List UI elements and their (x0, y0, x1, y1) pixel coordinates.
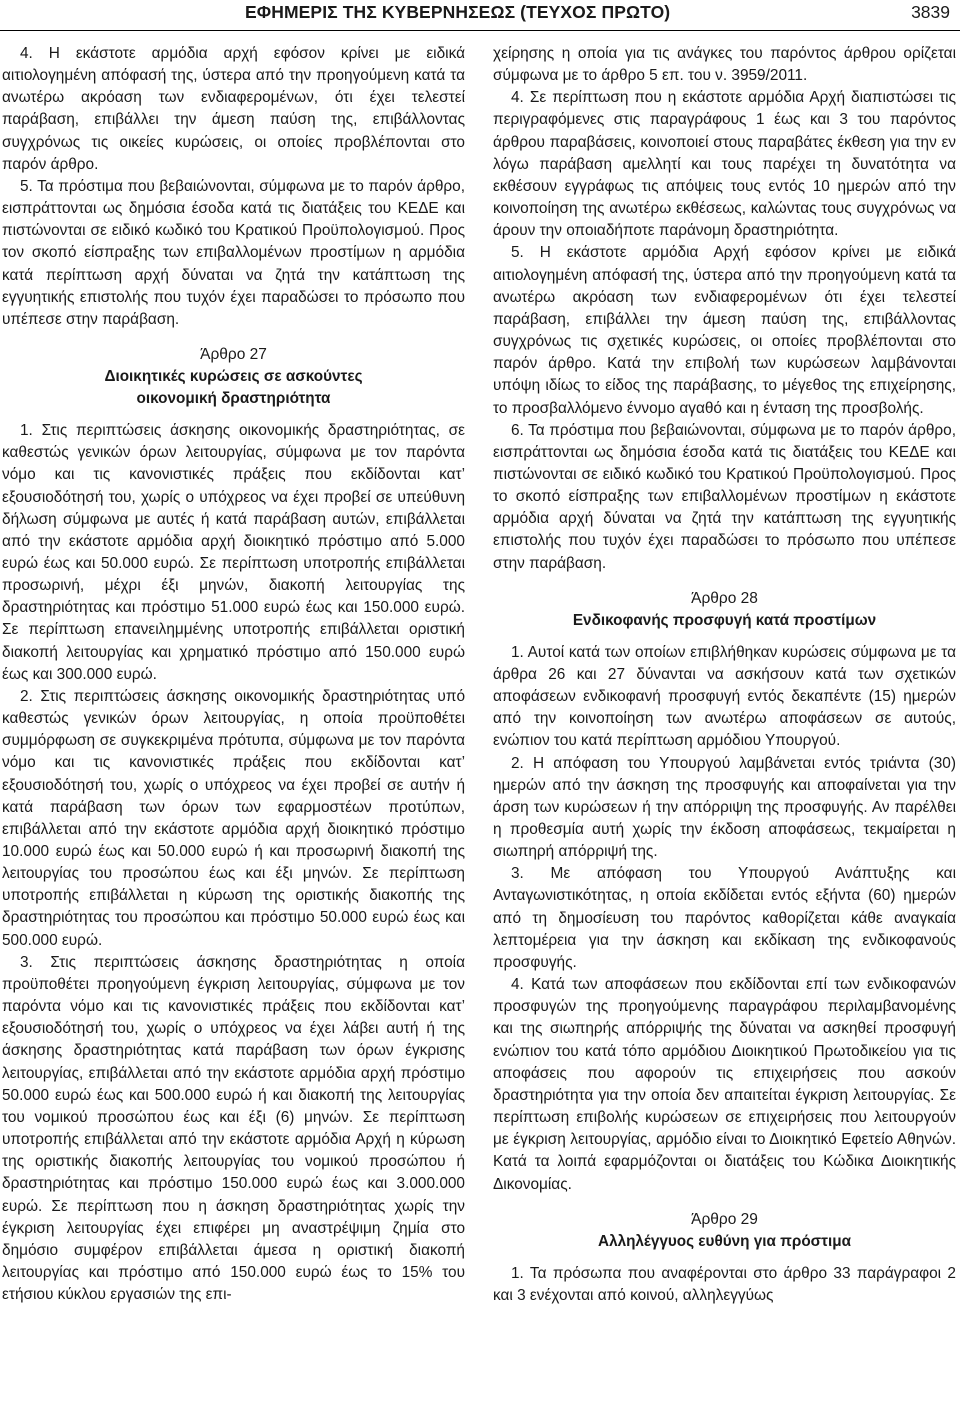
paragraph: 5. Η εκάστοτε αρμόδια Αρχή εφόσον κρίνει με ειδικά αιτιολογημένη απόφασή της, ύστερα από την προηγούμενη κατά τα ανωτέρω ακρόαση των ενδιαφερομένων ότι έχει τελεστεί παράβαση, επιβάλλει την άμεση παύση της, επιβάλλοντας συγχρόνως τις σχετικές κυρώσεις, οι οποίες προβλέπονται στο παρόν άρθρο. Κατά την επιβολή των κυρώσεων λαμβάνονται υπόψη ιδίως το είδος της παράβασης, το μέγεθος της επιχείρησης, το προσβαλλόμενο έννομο αγαθό και η ένταση της προσβολής. (493, 244, 956, 417)
article-27-heading (2, 344, 465, 410)
paragraph: 4. Κατά των αποφάσεων που εκδίδονται επί των ενδικοφανών προσφυγών της προηγούμενης παραγράφου περιλαμβανομένης και της σιωπηρής απόρριψής της δύναται να ασκηθεί προσφυγή ενώπιον του κατά τόπο αρμόδιου Διοικητικού Πρωτοδικείου για τις αποφάσεις που αφορούν τις επιχειρήσεις που ασκούν δραστηριότητα για την οποία δεν απαιτείται έγκριση λειτουργίας. Σε περίπτωση επιβολής κυρώσεων σε επιχειρήσεις που λειτουργούν με έγκριση λειτουργίας, αρμόδιο είναι το Διοικητικό Εφετείο Αθηνών. Κατά τα λοιπά εφαρμόζονται οι διατάξεις του Κώδικα Διοικητικής Δικονομίας. (493, 976, 956, 1193)
article-number: Άρθρο 29 (691, 1210, 758, 1228)
article-title: Ενδικοφανής προσφυγή κατά προστίμων (572, 611, 877, 629)
paragraph: 3. Με απόφαση του Υπουργού Ανάπτυξης και Ανταγωνιστικότητας, η οποία εκδίδεται εντός εξήντα (60) ημερών από τη δημοσίευση του παρόντος καθορίζεται κάθε αναγκαία λεπτομέρεια για την άσκηση και εκδίκαση της ενδικοφανούς προσφυγής. (493, 865, 956, 971)
paragraph: 1. Αυτοί κατά των οποίων επιβλήθηκαν κυρώσεις σύμφωνα με τα άρθρα 26 και 27 δύνανται να ασκήσουν κατά των σχετικών αποφάσεων ενδικοφανή προσφυγή εντός δεκαπέντε (15) ημερών από την κοινοποίηση των ανωτέρω αποφάσεων σε αυτούς, ενώπιον του κατά περίπτωση αρμόδιου Υπουργού. (493, 643, 956, 750)
article-title: Αλληλέγγυος ευθύνη για πρόστιμα (598, 1232, 851, 1250)
article-title: Διοικητικές κυρώσεις σε ασκούντες (104, 368, 363, 386)
article-number: Άρθρο 27 (200, 346, 267, 364)
article-29-heading (493, 1209, 956, 1253)
article-number: Άρθρο 28 (691, 589, 758, 607)
right-column (493, 43, 956, 1307)
paragraph: 1. Τα πρόσωπα που αναφέρονται στο άρθρο 33 παράγραφοι 2 και 3 ενέχονται από κοινού, αλληλεγγύως (493, 1264, 956, 1304)
paragraph: χείρησης η οποία για τις ανάγκες του παρόντος άρθρου ορίζεται σύμφωνα με το άρθρο 5 επ. του ν. 3959/2011. (493, 45, 956, 85)
paragraph: 1. Στις περιπτώσεις άσκησης οικονομικής δραστηριότητας, σε καθεστώς γενικών όρων λειτουργίας, σύμφωνα με τον παρόντα νόμο και τις κανονιστικές πράξεις που εκδίδονται κατ’ εξουσιοδότησή του, χωρίς ο υπόχρεος να έχει προβεί σε υπεύθυνη δήλωση σύμφωνα με αυτές ή κατά παράβαση αυτών, επιβάλλεται από την εκάστοτε αρμόδια αρχή διοικητικό πρόστιμο από 5.000 ευρώ έως και 50.000 ευρώ. Σε περίπτωση υποτροπής επιβάλλεται προσωρινή, μέχρι έξι μηνών, διακοπή λειτουργίας της δραστηριότητας και πρόστιμο 51.000 ευρώ έως και 150.000 ευρώ. Σε περίπτωση επανειλημμένης υποτροπής επιβάλλεται οριστική διακοπή λειτουργίας και χρηματικό πρόστιμο από 150.000 ευρώ έως και 300.000 ευρώ. (2, 422, 465, 683)
paragraph: 5. Τα πρόστιμα που βεβαιώνονται, σύμφωνα με το παρόν άρθρο, εισπράττονται ως δημόσια έσοδα κατά τις διατάξεις του ΚΕΔΕ και πιστώνονται σε ειδικό κωδικό του Κρατικού Προϋπολογισμού. Προς τον σκοπό είσπραξης των επιβαλλομένων προστίμων η αρμόδια κατά περίπτωση αρχή δύναται να ζητά την κατάπτωση της εγγυητικής επιστολής που τυχόν έχει παραδώσει το πρόσωπο που υπέπεσε στην παράβαση. (2, 177, 465, 328)
header-rule (0, 30, 960, 31)
paragraph: 3. Στις περιπτώσεις άσκησης δραστηριότητας η οποία προϋποθέτει προηγούμενη έγκριση λειτουργίας, σύμφωνα με τον παρόντα νόμο και τις κανονιστικές πράξεις που εκδίδονται κατ’ εξουσιοδότησή του, χωρίς ο υπόχρεος να έχει λάβει αυτή ή της άσκησης δραστηριότητας κατά παράβαση των όρων έγκρισης λειτουργίας, επιβάλλεται από την εκάστοτε αρμόδια αρχή πρόστιμο 50.000 ευρώ έως και 500.000 ευρώ ή και διακοπή της λειτουργίας του νομικού προσώπου έως και έξι (6) μηνών. Σε περίπτωση υποτροπής επιβάλλεται από την εκάστοτε αρμόδια Αρχή η κύρωση της οριστικής διακοπής λειτουργίας του νομικού προσώπου ή δραστηριότητας και πρόστιμο 150.000 ευρώ έως και 3.000.000 ευρώ. Σε περίπτωση που η άσκηση δραστηριότητας χωρίς την έγκριση λειτουργίας έχει επιφέρει μη αναστρέψιμη ζημία στο δημόσιο συμφέρον επιβάλλεται άμεσα η οριστική διακοπή λειτουργίας και πρόστιμο από 150.000 ευρώ έως το 15% του ετήσιου κύκλου εργασιών της επι- (2, 953, 465, 1304)
paragraph: 2. Στις περιπτώσεις άσκησης οικονομικής δραστηριότητας υπό καθεστώς γενικών όρων λειτουργίας, η οποία προϋποθέτει συμμόρφωση σε συγκεκριμένα πρότυπα, σύμφωνα με τον παρόντα νόμο και τις κανονιστικές πράξεις που εκδίδονται κατ’ εξουσιοδότησή του, χωρίς ο υπόχρεος να έχει προβεί σε αυτήν ή κατά παράβαση των όρων των εφαρμοστέων προτύπων, επιβάλλεται από την εκάστοτε αρμόδια αρχή διοικητικό πρόστιμο 10.000 ευρώ έως και 50.000 ευρώ ή και προσωρινή διακοπή της λειτουργίας του προσώπου έως και έξι μηνών. Σε περίπτωση υποτροπής επιβάλλεται η κύρωση της οριστικής διακοπής της δραστηριότητας του προσώπου και πρόστιμο 50.000 ευρώ έως και 500.000 ευρώ. (2, 687, 465, 949)
paragraph: 4. Σε περίπτωση που η εκάστοτε αρμόδια Αρχή διαπιστώσει τις περιγραφόμενες στις παραγράφους 1 έως και 3 του παρόντος άρθρου παραβάσεις, κοινοποιεί στους παραβάτες έκθεση για την εν λόγω παράβαση αμελλητί και τους παρέχει τη δυνατότητα να εκθέσουν εγγράφως τις απόψεις τους εντός 10 ημερών από την κοινοποίηση της ανωτέρω εκθέσεως, καλώντας τους συγχρόνως να άρουν την οποιαδήποτε παράνομη δραστηριότητα. (493, 89, 956, 240)
paragraph: 4. Η εκάστοτε αρμόδια αρχή εφόσον κρίνει με ειδικά αιτιολογημένη απόφασή της, ύστερα από την προηγούμενη κατά τα ανωτέρω ακρόαση των ενδιαφερομένων, ότι έχει τελεστεί παράβαση, επιβάλλει την άμεση παύση της, επιβάλλοντας συγχρόνως τις οικείες κυρώσεις, οι οποίες προβλέπονται στο παρόν άρθρο. (2, 45, 465, 173)
article-title: οικονομική δραστηριότητα (136, 390, 331, 408)
paragraph: 2. Η απόφαση του Υπουργού λαμβάνεται εντός τριάντα (30) ημερών από την άσκηση της προσφυγής και αποφαίνεται για την άρση των κυρώσεων ή την απόρριψη της προσφυγής. Αν παρέλθει η προθεσμία αυτή χωρίς την έκδοση αποφάσεως, τεκμαίρεται η σιωπηρή απόρριψή της. (493, 754, 956, 861)
left-column (2, 43, 465, 1306)
paragraph: 6. Τα πρόστιμα που βεβαιώνονται, σύμφωνα με το παρόν άρθρο, εισπράττονται ως δημόσια έσοδα κατά τις διατάξεις του ΚΕΔΕ και πιστώνονται σε ειδικό κωδικό του Κρατικού Προϋπολογισμού. Προς το σκοπό είσπραξης των επιβαλλομένων προστίμων η εκάστοτε αρμόδια αρχή δύναται να ζητά την κατάπτωση της εγγυητικής επιστολής που τυχόν έχει παραδώσει το πρόσωπο που υπέπεσε στην παράβαση. (493, 421, 956, 572)
gazette-title: ΕΦΗΜΕΡΙΣ ΤΗΣ ΚΥΒΕΡΝΗΣΕΩΣ (ΤΕΥΧΟΣ ΠΡΩΤΟ) (245, 2, 671, 22)
page-header (0, 0, 960, 34)
page-number: 3839 (911, 2, 950, 22)
article-28-heading (493, 588, 956, 632)
